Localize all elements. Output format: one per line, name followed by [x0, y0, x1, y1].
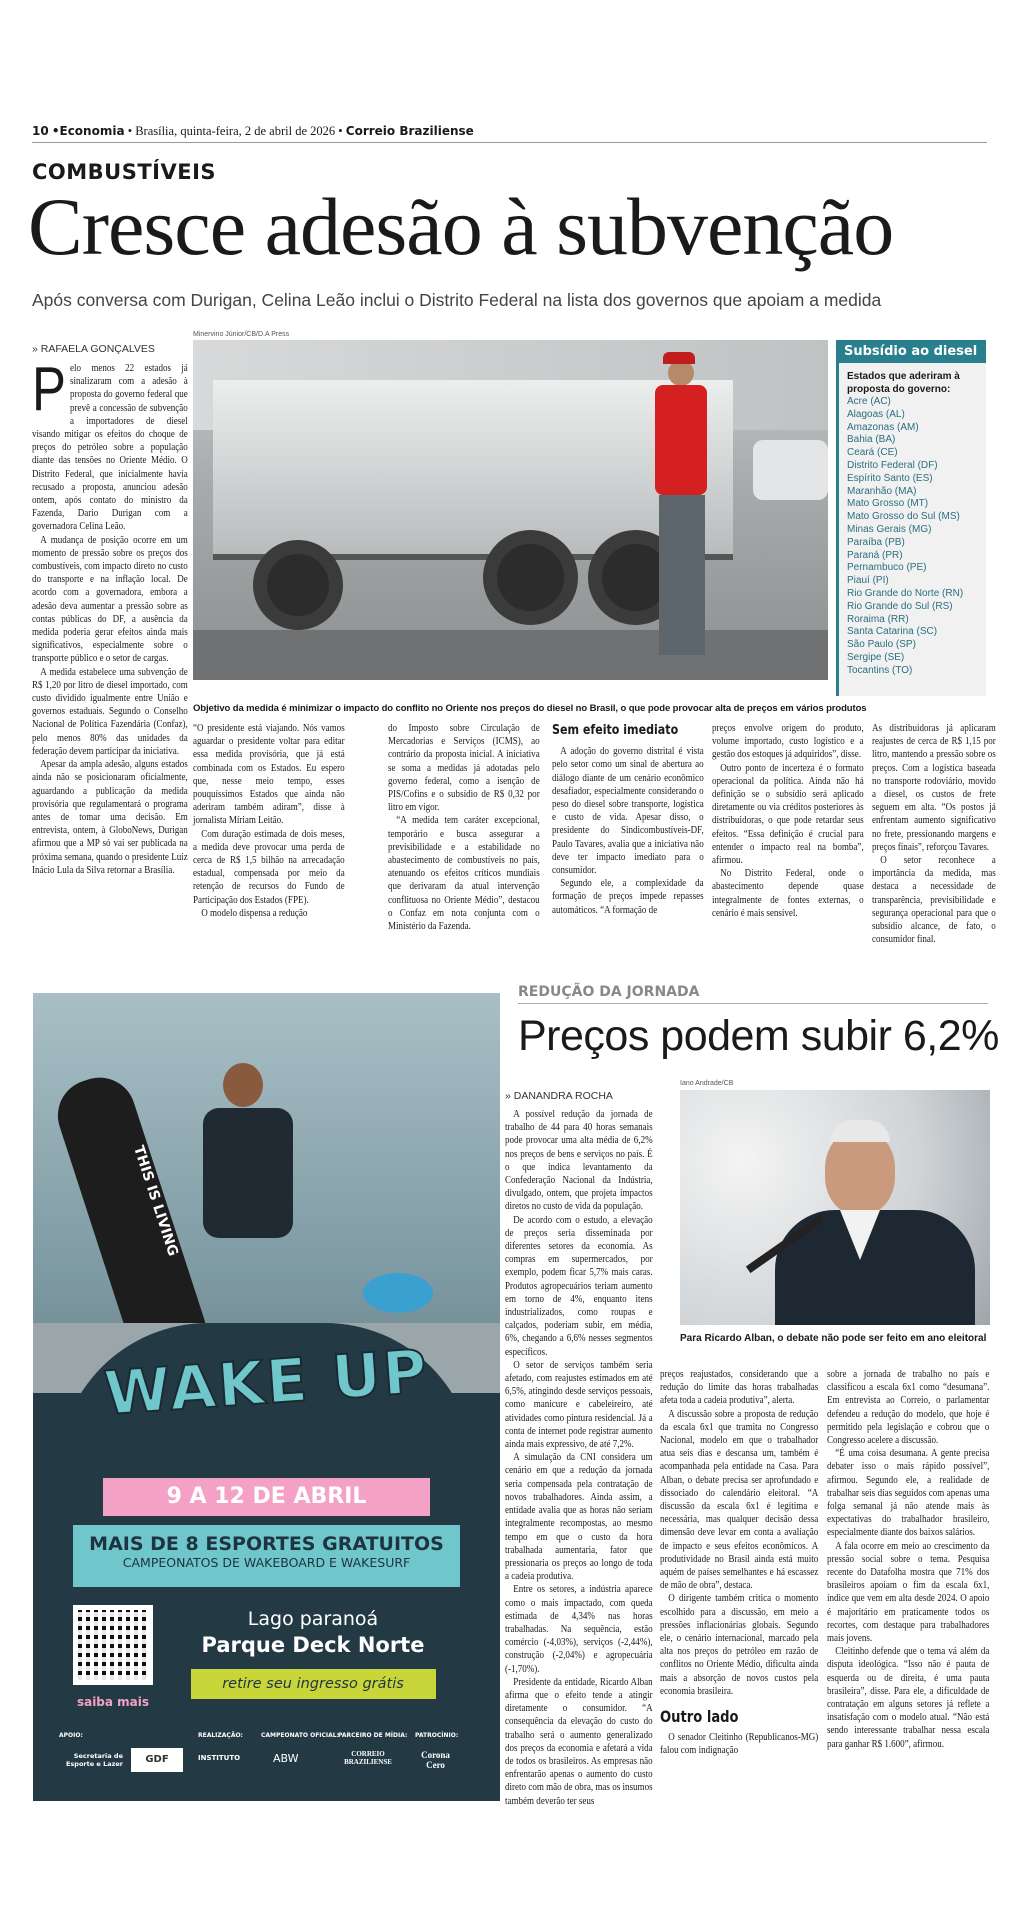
photo-credit: Minervino Júnior/CB/D.A Press — [193, 331, 290, 338]
paragraph: Outro ponto de incerteza é o formato operacional da política. Ainda não há definição se o subsídio será aplicado diretamente ou via créditos posteriores às distribuidoras, o que pode retardar seus efeitos. “Essa definição é crucial para entender o impacto real na bomba”, afirmou. — [712, 761, 864, 867]
article1-column-5 — [712, 722, 864, 920]
ad-logo: WAKE UP — [101, 1336, 432, 1430]
state-item: Paraná (PR) — [847, 549, 903, 561]
state-item: São Paulo (SP) — [847, 639, 916, 651]
qr-code[interactable] — [73, 1605, 153, 1685]
state-item: Roraima (RR) — [847, 613, 909, 625]
paragraph: sobre a jornada de trabalho no país e classificou a escala 6x1 como “desumana”. Em entrevista ao Correio, o parlamentar defendeu a redução do modelo, que hoje é permitido pela legislação e cobrou que o Congresso acelere a discussão. — [827, 1368, 990, 1447]
paragraph: “A medida tem caráter excepcional, temporário e busca assegurar a previsibilidade e a estabilidade no abastecimento de combustíveis no país, atenuando os efeitos críticos mundiais que derivaram da atual intervenção conflituosa no Oriente Médio”, destacou o Confaz em nota conjunta com o Ministério da Fazenda. — [388, 814, 540, 933]
sponsor-logo: Corona Cero — [421, 1750, 450, 1770]
paragraph: Cleitinho defende que o tema vá além da disputa ideológica. “Isso não é pauta de esquerda ou de direita, é uma pauta brasileira”, disse. Para ele, a dificuldade de contratação em alguns setores já reflete a insatisfação com o modelo atual. “Não está sendo interessante trabalhar nessa escala para ganhar R$ 1.600”, afirmou. — [827, 1645, 990, 1750]
paragraph: preços reajustados, considerando que a redução do limite das horas trabalhadas afeta toda a cadeia produtiva”, alerta. — [660, 1368, 819, 1407]
sponsor-logo: Secretaria de Esporte e Lazer — [65, 1752, 123, 1768]
article1-column-3 — [388, 722, 540, 933]
ad-shirt-text: THIS IS LIVING — [130, 1143, 181, 1259]
state-item: Alagoas (AL) — [847, 408, 905, 420]
ad-dates: 9 A 12 DE ABRIL — [103, 1478, 430, 1516]
state-item: Espírito Santo (ES) — [847, 472, 933, 484]
state-item: Mato Grosso (MT) — [847, 498, 929, 510]
sidebar-diesel-subsidy — [836, 340, 986, 696]
ad-location-line1: Lago paranoá — [247, 1608, 379, 1630]
ad-headline: MAIS DE 8 ESPORTES GRATUITOS — [89, 1533, 444, 1555]
sponsor-label: CAMPEONATO OFICIAL: — [261, 1732, 340, 1739]
ad-sponsors — [43, 1728, 483, 1788]
article2-column-1 — [505, 1108, 653, 1808]
ricardo-alban-photo — [680, 1090, 990, 1325]
paragraph: Com duração estimada de dois meses, a medida deve provocar uma perda de cerca de R$ 1,5 bilhão na arrecadação estadual, compensada por meio da retenção de recursos do Fundo de Participação dos Estados (FPE). — [193, 827, 345, 906]
ad-location-line2: Parque Deck Norte — [201, 1633, 425, 1657]
state-item: Sergipe (SE) — [847, 651, 905, 663]
paragraph: A mudança de posição ocorre em um momento de pressão sobre os preços dos combustíveis, com impacto direto no custo do transporte e na inflação local. De acordo com a governadora, embora a adesão deva aumentar a pressão sobre as contas públicas do DF, a ausência da medida poderia gerar efeitos ainda mais significativos, especialmente sobre o transporte público e o setor de cargas. — [32, 533, 188, 665]
byline: » RAFAELA GONÇALVES — [32, 343, 155, 355]
deck: Após conversa com Durigan, Celina Leão inclui o Distrito Federal na lista dos governos que apoiam a medida — [32, 290, 882, 310]
paragraph: preços envolve origem do produto, volume importado, custo logístico e a gestão dos estoques já adquiridos”, disse. — [712, 722, 864, 761]
article2-column-2 — [660, 1368, 818, 1758]
paragraph: A simulação da CNI considera um cenário em que a redução da jornada seria compensada pela contratação de novos trabalhadores. Ainda assim, a entidade avalia que as horas não seriam integralmente recompostas, ao mesmo tempo em que o custo da hora trabalhada aumentaria, fator que pressionaria os preços ao longo de toda a cadeia produtiva. — [505, 1451, 653, 1583]
running-header: 10 •Economia • Brasília, quinta-feira, 2 de abril de 2026 • Correio Braziliense — [32, 124, 987, 143]
section-label: REDUÇÃO DA JORNADA — [518, 984, 988, 1004]
photo-caption-2: Para Ricardo Alban, o debate não pode ser feito em ano eleitoral — [680, 1333, 987, 1344]
section-name: Economia — [59, 124, 125, 138]
paragraph: O modelo dispensa a redução — [201, 906, 308, 919]
paragraph: “O presidente está viajando. Nós vamos aguardar o presidente voltar para editar essa medida provisória, que já está combinada com os Estados. Eu espero que, nesse meio tempo, esses pouquíssimos Estados que ainda não aderiram também adiram”, disse à jornalista Míriam Leitão. — [193, 722, 345, 827]
paragraph: “É uma coisa desumana. A gente precisa debater isso o mais rápido possível”, afirmou. Segundo ele, a realidade de trabalhar seis dias seguidos com apenas uma folga semanal já não atende mais às expectativas do trabalhador brasileiro, especialmente diante dos baixos salários. — [827, 1447, 990, 1539]
state-item: Paraíba (PB) — [847, 536, 905, 548]
state-item: Tocantins (TO) — [847, 664, 913, 676]
ad-subline: CAMPEONATOS DE WAKEBOARD E WAKESURF — [122, 1555, 411, 1570]
paragraph: O setor reconhece a importância da medida, mas destaca a necessidade de transparência, previsibilidade e segurança operacional para que o subsídio alcance, de fato, o consumidor final. — [872, 854, 996, 946]
sponsor-label: PATROCÍNIO: — [415, 1732, 459, 1739]
page-number: 10 — [32, 124, 49, 138]
state-item: Amazonas (AM) — [847, 421, 919, 433]
state-item: Mato Grosso do Sul (MS) — [847, 511, 960, 523]
sponsor-label: PARCEIRO DE MÍDIA: — [338, 1732, 408, 1739]
ad-cta-button[interactable]: retire seu ingresso grátis — [191, 1669, 436, 1699]
photo-caption: Objetivo da medida é minimizar o impacto do conflito no Oriente nos preços do diesel no Brasil, o que pode provocar alta de preços em vários produtos — [193, 703, 867, 714]
dateline: Brasília, quinta-feira, 2 de abril de 2026 — [135, 124, 336, 138]
paragraph: Segundo ele, a complexidade da formação de preços impede repasses automáticos. “A formação de — [552, 877, 704, 916]
paragraph: Apesar da ampla adesão, alguns estados ainda não se posicionaram oficialmente, aguardando a publicação da medida provisória que regulamentará o programa antes de tomar uma decisão. Em entrevista, ontem, à GloboNews, Durigan afirmou que a MP só vai ser publicada na próxima semana, quando o presidente Luiz Inácio Lula da Silva retornar a Brasília. — [32, 758, 188, 876]
state-item: Rio Grande do Norte (RN) — [847, 587, 964, 599]
state-item: Minas Gerais (MG) — [847, 523, 932, 535]
headline: Cresce adesão à subvenção — [28, 181, 894, 272]
paragraph: O senador Cleitinho (Republicanos-MG) falou com indignação — [660, 1731, 819, 1757]
newspaper-name: Correio Braziliense — [345, 124, 474, 138]
headline-2: Preços podem subir 6,2% — [518, 1012, 999, 1060]
sidebar-intro: Estados que aderiram à proposta do governo: — [847, 371, 960, 395]
paragraph: A discussão sobre a proposta de redução da escala 6x1 que tramita no Congresso Nacional, modelo em que o trabalhador atua seis dias e descansa um, também é acompanhada pela entidade na Casa. Para Alban, o debate precisa ser aprofundado e dissociado do calendário eleitoral. “A discussão da escala 6x1 é legítima e necessária, mas qualquer decisão dessa dimensão deve levar em conta a avaliação de impacto e seus efeitos econômicos. A produtividade no Brasil ainda está muito aquém de países semelhantes e há escassez de mão de obra”, destaca. — [660, 1407, 819, 1592]
sponsor-logo: ABW — [273, 1752, 299, 1765]
article1-column-4 — [552, 722, 704, 917]
paragraph: do Imposto sobre Circulação de Mercadorias e Serviços (ICMS), ao contrário da proposta inicial. A iniciativa se soma a medidas já adotadas pelo governo federal, como a isenção de PIS/Cofins e o subsídio de R$ 0,32 por litro em vigor. — [388, 722, 540, 814]
subheading-2: Outro lado — [660, 1707, 739, 1727]
photo-credit-2: Iano Andrade/CB — [680, 1080, 734, 1087]
paragraph: O dirigente também critica o momento escolhido para a discussão, em meio a pressões inflacionárias globais. Segundo ele, o cenário internacional, marcado pela alta nos preços do petróleo em razão de conflitos no Oriente Médio, dificulta ainda mais a absorção de novos custos pela economia brasileira. — [660, 1592, 819, 1697]
state-item: Distrito Federal (DF) — [847, 459, 938, 471]
kicker: COMBUSTÍVEIS — [32, 160, 217, 184]
paragraph: De acordo com o estudo, a elevação de preços seria disseminada por diferentes setores da economia. As compras em supermercados, por exemplo, podem ficar 5,7% mais caras. Produtos agropecuários teriam aumento em torno de 4%, enquanto itens industrializados, como roupas e calçados, poderiam subir, em média, 6%, chegando a 6,6% nesses segmentos específicos. — [505, 1213, 653, 1358]
paragraph: Entre os setores, a indústria aparece como o mais impactado, com queda estimada de 4,34% nas horas trabalhadas. Na sequência, estão comércio (-4,03%), serviços (-2,44%), construção (-2,04%) e agropecuária (-1,70%). — [505, 1583, 653, 1675]
sponsor-logo: GDF — [131, 1748, 183, 1772]
state-item: Santa Catarina (SC) — [847, 626, 938, 638]
sponsor-logo: CORREIO BRAZILIENSE — [344, 1750, 392, 1766]
paragraph: A medida estabelece uma subvenção de R$ 1,20 por litro de diesel importado, com custo dividido igualmente entre União e governos estaduais. Segundo o Conselho Nacional de Política Fazendária (Confaz), pelo menos 80% das unidades da federação devem participar da iniciativa. — [32, 665, 188, 757]
paragraph: A fala ocorre em meio ao crescimento da pressão social sobre o tema. Pesquisa recente do Datafolha mostra que 71% dos brasileiros apoiam o fim da escala 6x1, índice que vem em alta desde 2024. O apoio é majoritário em praticamente todos os recortes, com destaque para trabalhadores mais jovens. — [827, 1539, 990, 1645]
paragraph: A adoção do governo distrital é vista pelo setor como um sinal de abertura ao diálogo diante de um cenário econômico desafiador, especialmente considerando o peso do diesel sobre transporte, logística e custo de vida. Apesar disso, o presidente do Sindicombustíveis-DF, Paulo Tavares, avalia que a iniciativa não deve ter impacto imediato para o consumidor. — [552, 745, 704, 877]
sponsor-label: REALIZAÇÃO: — [198, 1732, 243, 1739]
sponsor-label: APOIO: — [59, 1732, 83, 1739]
article1-column-1 — [32, 355, 188, 877]
subheading: Sem efeito imediato — [552, 722, 679, 738]
states-list — [839, 396, 986, 678]
paragraph: As distribuidoras já aplicaram reajustes de cerca de R$ 1,15 por litro, mantendo a pressão sobre os preços. Com a logística baseada no transporte rodoviário, movido a diesel, os custos de frete seguem em alta. “Os postos já enfrentam aumento significativo no frete, pressionando margens e preços finais”, reforçou Tavares. — [872, 722, 996, 853]
state-item: Bahia (BA) — [847, 434, 896, 446]
paragraph: A possível redução da jornada de trabalho de 44 para 40 horas semanais pode provocar uma alta média de 6,2% nos preços de bens e serviços no país. É o que indica levantamento da Confederação Nacional da Indústria, divulgado, ontem, que projeta impactos diretos no custo de vida da população. — [505, 1108, 653, 1213]
wake-up-advertisement[interactable] — [33, 993, 500, 1801]
state-item: Ceará (CE) — [847, 447, 898, 459]
state-item: Rio Grande do Sul (RS) — [847, 600, 953, 612]
state-item: Maranhão (MA) — [847, 485, 917, 497]
paragraph: O setor de serviços também seria afetado, com reajustes estimados em até 6,5%, atingindo desde serviços pessoais, como manicure e cabeleireiro, até atividades como pintura residencial. Já a conta de internet pode registrar aumento ainda mais expressivo, de até 7,2%. — [505, 1358, 653, 1451]
paragraph: No Distrito Federal, onde o abastecimento depende quase integralmente de fontes externas, o cenário é mais sensível. — [712, 867, 864, 919]
state-item: Acre (AC) — [847, 396, 891, 407]
state-item: Pernambuco (PE) — [847, 562, 927, 574]
ad-qr-label[interactable]: saiba mais — [76, 1695, 150, 1709]
article2-column-3 — [827, 1368, 989, 1751]
state-item: Piauí (PI) — [847, 575, 889, 587]
truck-fueling-photo — [193, 340, 828, 680]
sidebar-title: Subsídio ao diesel — [836, 340, 986, 363]
sponsor-logo: INSTITUTO — [198, 1754, 241, 1762]
byline-2: » DANANDRA ROCHA — [505, 1090, 613, 1102]
article1-column-6 — [872, 722, 996, 946]
drop-cap: P — [32, 355, 66, 424]
paragraph: elo menos 22 estados já sinalizaram com a adesão à proposta do governo federal que prevê a concessão de subvenção a importadores de diesel visando mitigar os efeitos do choque de preços do petróleo sobre a população diante das tensões no Oriente Médio. O Distrito Federal, que inicialmente havia recusado a proposta, anunciou adesão ontem, após contato do ministro da Fazenda, Dario Durigan com a governadora Celina Leão. — [32, 362, 188, 533]
article1-column-2 — [193, 722, 345, 920]
paragraph: Presidente da entidade, Ricardo Alban afirma que o efeito tende a atingir diretamente o consumidor. “A consequência da elevação do custo do trabalho será o aumento generalizado dos preços da economia e afetará a vida de todos os brasileiros. As empresas não enfrentarão apenas o aumento do custo direto com mão de obra, mas os insumos também deverão ter seus — [505, 1675, 653, 1807]
